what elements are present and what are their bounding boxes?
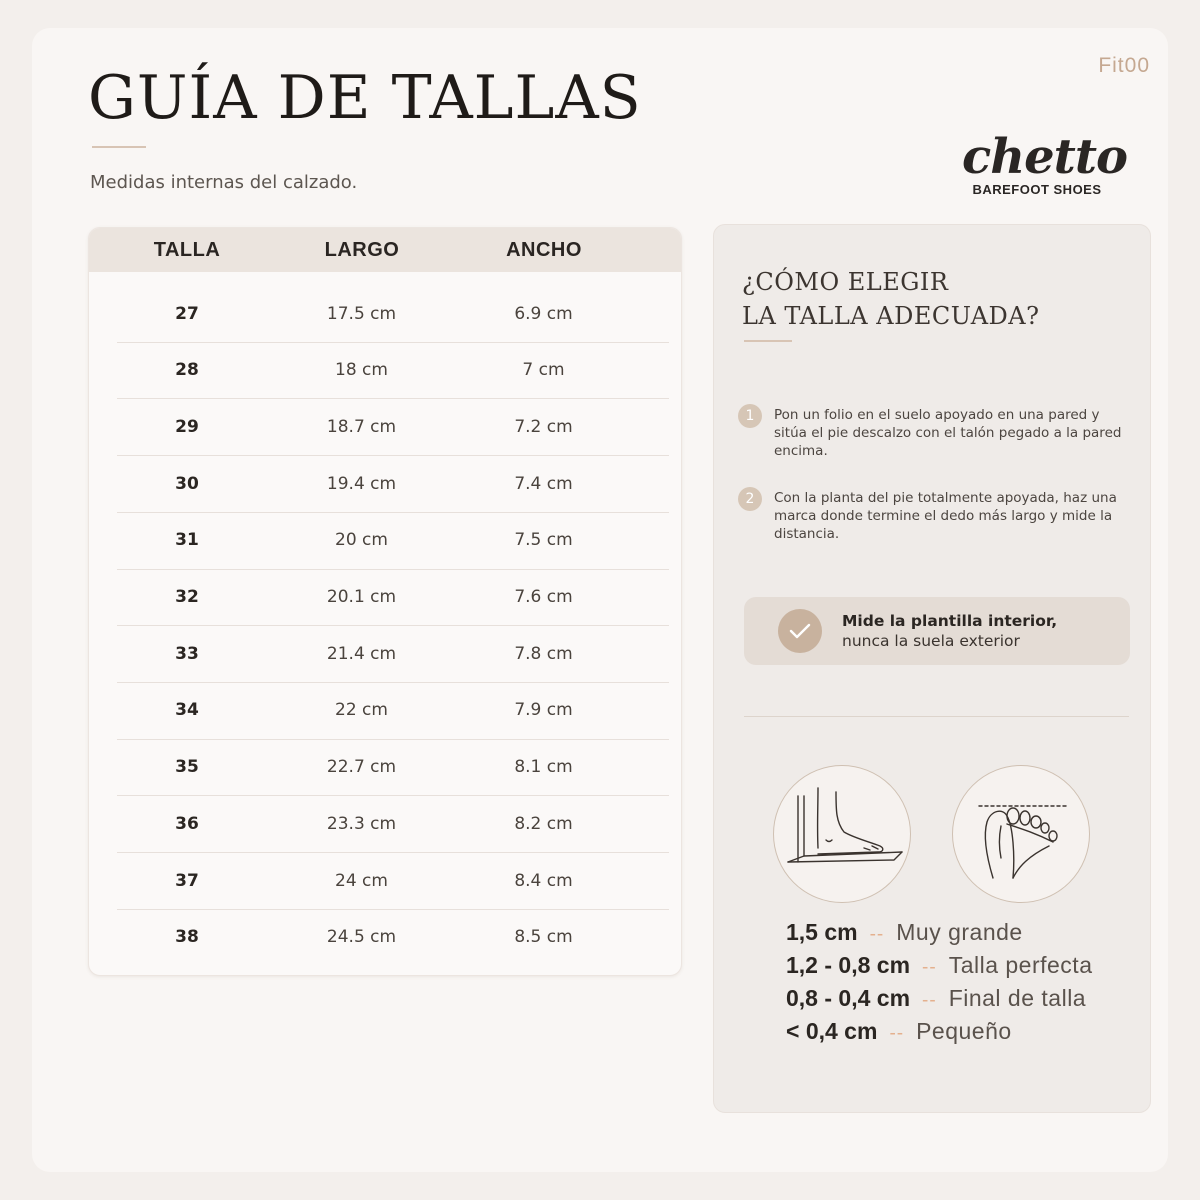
brand-logo <box>962 128 1128 197</box>
legend-value: 0,8 - 0,4 cm <box>786 985 911 1011</box>
legend-separator: -- <box>869 924 885 945</box>
table-row <box>117 625 669 682</box>
size-cell: 34 <box>175 700 199 721</box>
length-cell: 18 cm <box>335 360 388 381</box>
legend-row <box>786 1018 1146 1051</box>
length-cell: 18.7 cm <box>326 416 397 437</box>
step-text-2: Con la planta del pie totalmente apoyada, haz una marca donde termine el dedo más largo y mide la distancia. <box>774 490 1117 542</box>
legend-value: < 0,4 cm <box>786 1018 878 1044</box>
tip-rest: nunca la suela exterior <box>842 632 1020 650</box>
width-cell: 7.5 cm <box>514 530 573 551</box>
width-cell: 7.8 cm <box>514 643 573 664</box>
table-row <box>117 682 669 739</box>
size-cell: 27 <box>175 303 199 324</box>
panel-divider <box>744 716 1129 717</box>
table-row <box>117 398 669 455</box>
legend-separator: -- <box>889 1023 905 1044</box>
width-cell: 7.9 cm <box>514 700 573 721</box>
step-2 <box>738 489 1128 543</box>
table-row <box>117 285 669 342</box>
step-number-2: 2 <box>738 487 762 511</box>
size-cell: 32 <box>175 587 199 607</box>
width-cell: 7.4 cm <box>514 473 573 494</box>
length-cell: 20 cm <box>335 530 388 551</box>
size-cell: 28 <box>175 360 199 381</box>
guide-title-divider <box>744 340 792 342</box>
tip-box <box>744 597 1130 665</box>
width-cell: 7 cm <box>522 360 565 381</box>
table-row <box>117 852 669 909</box>
length-cell: 22 cm <box>335 700 388 721</box>
table-row <box>117 569 669 626</box>
length-cell: 24 cm <box>335 870 388 891</box>
width-cell: 8.1 cm <box>514 757 573 778</box>
table-row <box>117 795 669 852</box>
table-row <box>117 739 669 796</box>
legend-row <box>786 919 1146 952</box>
length-cell: 21.4 cm <box>326 643 397 664</box>
column-header-size: TALLA <box>153 238 221 261</box>
check-icon <box>778 609 822 653</box>
legend-value: 1,5 cm <box>786 919 858 945</box>
step-text-1: Pon un folio en el suelo apoyado en una pared y sitúa el pie descalzo con el talón pegado a la pared encima. <box>774 407 1122 459</box>
legend-row <box>786 985 1146 1018</box>
size-cell: 29 <box>175 416 199 437</box>
legend-separator: -- <box>922 957 937 978</box>
width-cell: 6.9 cm <box>514 303 573 324</box>
legend-label: Muy grande <box>896 919 1023 945</box>
legend-row <box>786 952 1146 985</box>
length-cell: 23.3 cm <box>326 813 397 834</box>
tip-strong: Mide la plantilla interior, <box>842 612 1058 630</box>
width-cell: 8.5 cm <box>514 927 573 948</box>
title-divider <box>92 146 146 148</box>
column-header-width: ANCHO <box>506 238 582 261</box>
length-cell: 22.7 cm <box>326 757 397 778</box>
size-table <box>88 227 682 976</box>
guide-panel <box>713 224 1151 1113</box>
step-1 <box>738 406 1128 460</box>
tip-text <box>842 611 1057 651</box>
size-cell: 35 <box>175 757 199 778</box>
guide-title-line-1: ¿CÓMO ELEGIR <box>742 268 949 296</box>
column-header-length: LARGO <box>324 238 400 261</box>
legend-label: Pequeño <box>916 1018 1012 1044</box>
length-cell: 19.4 cm <box>326 473 397 494</box>
size-cell: 37 <box>175 870 199 891</box>
page-title: GUÍA DE TALLAS <box>88 63 642 133</box>
brand-name: chetto <box>962 129 1128 185</box>
width-cell: 7.6 cm <box>514 587 573 607</box>
product-code: Fit00 <box>1098 54 1150 77</box>
table-row <box>117 455 669 512</box>
guide-title-line-2: LA TALLA ADECUADA? <box>742 302 1040 330</box>
width-cell: 8.4 cm <box>514 870 573 891</box>
legend-separator: -- <box>922 990 937 1011</box>
step-number-1: 1 <box>738 404 762 428</box>
size-cell: 33 <box>175 643 199 664</box>
guide-title <box>742 265 1039 333</box>
legend-label: Final de talla <box>948 985 1087 1011</box>
size-cell: 31 <box>175 530 199 551</box>
table-header <box>89 228 681 272</box>
legend-label: Talla perfecta <box>948 952 1093 978</box>
width-cell: 7.2 cm <box>514 416 573 437</box>
foot-side-illustration-icon <box>773 765 911 903</box>
table-row <box>117 512 669 569</box>
table-row <box>117 342 669 399</box>
length-cell: 17.5 cm <box>326 303 397 324</box>
size-cell: 38 <box>175 927 199 948</box>
table-row <box>117 909 669 966</box>
foot-top-illustration-icon <box>952 765 1090 903</box>
brand-tagline: BAREFOOT SHOES <box>972 182 1102 197</box>
fit-legend <box>786 919 1146 1051</box>
width-cell: 8.2 cm <box>514 813 573 834</box>
length-cell: 20.1 cm <box>326 587 397 607</box>
length-cell: 24.5 cm <box>326 927 397 948</box>
legend-value: 1,2 - 0,8 cm <box>786 952 911 978</box>
page-subtitle: Medidas internas del calzado. <box>90 172 358 193</box>
size-cell: 30 <box>175 473 199 494</box>
size-cell: 36 <box>175 813 199 834</box>
